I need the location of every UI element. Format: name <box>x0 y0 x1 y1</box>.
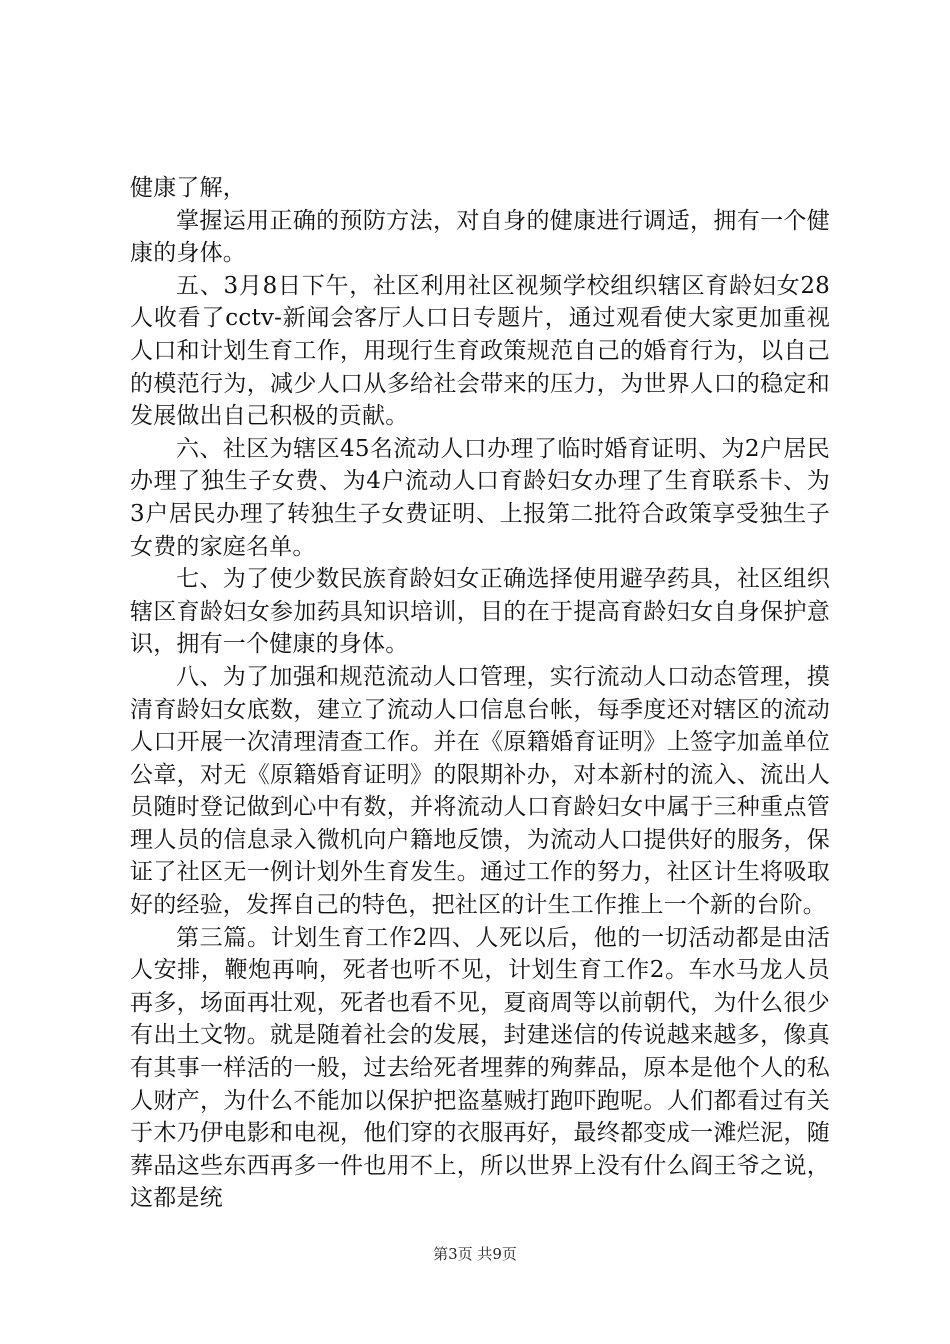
paragraph-4: 六、社区为辖区45名流动人口办理了临时婚育证明、为2户居民办理了独生子女费、为4户流动人口育龄妇女办理了生育联系卡、为3户居民办理了转独生子女费证明、上报第二批符合政策享受独生子女费的家庭名单。 <box>130 435 830 560</box>
paragraph-5: 七、为了使少数民族育龄妇女正确选择使用避孕药具，社区组织辖区育龄妇女参加药具知识培训，目的在于提高育龄妇女自身保护意识，拥有一个健康的身体。 <box>130 566 830 658</box>
paragraph-6: 八、为了加强和规范流动人口管理，实行流动人口动态管理，摸清育龄妇女底数，建立了流动人口信息台帐，每季度还对辖区的流动人口开展一次清理清查工作。并在《原籍婚育证明》上签字加盖单位公章，对无《原籍婚育证明》的限期补办，对本新村的流入、流出人员随时登记做到心中有数，并将流动人口育龄妇女中属于三种重点管理人员的信息录入微机向户籍地反馈，为流动人口提供好的服务，保证了社区无一例计划外生育发生。通过工作的努力，社区计生将吸取好的经验，发挥自己的特色，把社区的计生工作推上一个新的台阶。 <box>130 663 830 919</box>
document-body <box>130 172 830 1215</box>
paragraph-1: 健康了解， <box>130 175 246 201</box>
page-number-footer: 第3页 共9页 <box>433 1245 517 1263</box>
paragraph-3: 五、3月8日下午，社区利用社区视频学校组织辖区育龄妇女28人收看了cctv-新闻会客厅人口日专题片，通过观看使大家更加重视人口和计划生育工作，用现行生育政策规范自己的婚育行为，以自己的模范行为，减少人口从多给社会带来的压力，为世界人口的稳定和发展做出自己积极的贡献。 <box>130 272 830 430</box>
paragraph-2: 掌握运用正确的预防方法，对自身的健康进行调适，拥有一个健康的身体。 <box>130 207 830 267</box>
paragraph-7: 第三篇。计划生育工作2四、人死以后，他的一切活动都是由活人安排，鞭炮再响，死者也听不见，计划生育工作2。车水马龙人员再多，场面再壮观，死者也看不见，夏商周等以前朝代，为什么很少有出土文物。就是随着社会的发展，封建迷信的传说越来越多，像真有其事一样活的一般，过去给死者埋葬的殉葬品，原本是他个人的私人财产，为什么不能加以保护把盗墓贼打跑吓跑呢。人们都看过有关于木乃伊电影和电视，他们穿的衣服再好，最终都变成一滩烂泥，随葬品这些东西再多一件也用不上，所以世界上没有什么阎王爷之说，这都是统 <box>130 924 830 1212</box>
